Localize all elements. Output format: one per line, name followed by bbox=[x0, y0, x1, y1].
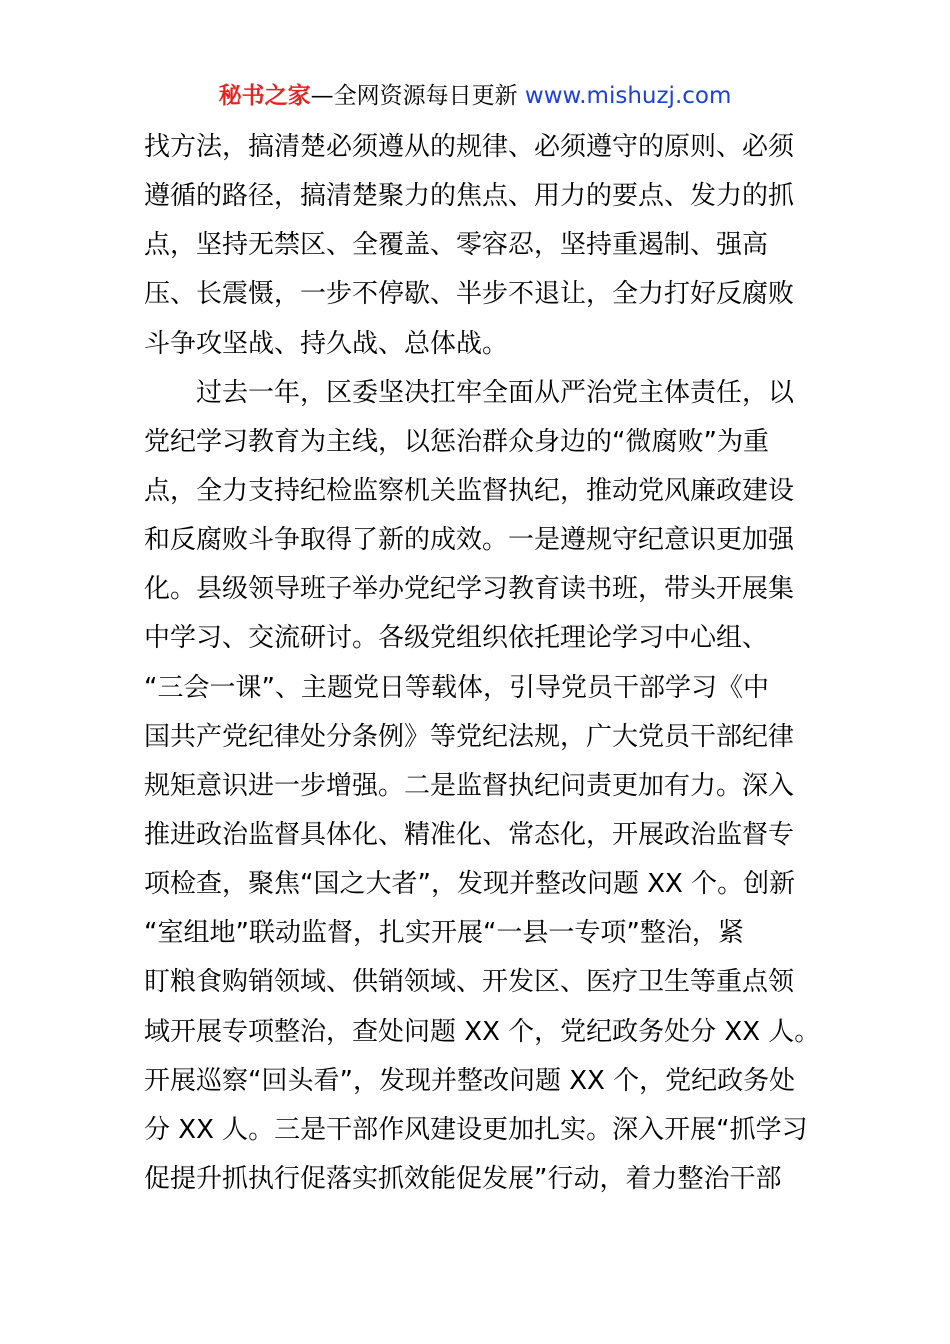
text-line: 压、长震慑，一步不停歇、半步不退让，全力打好反腐败 bbox=[144, 279, 795, 310]
text-line: 规矩意识进一步增强。二是监督执纪问责更加有力。深入 bbox=[144, 770, 795, 801]
document-body bbox=[144, 123, 821, 1204]
text-line: “三会一课”、主题党日等载体，引导党员干部学习《中 bbox=[144, 672, 769, 703]
site-header bbox=[0, 80, 950, 112]
text-line: 斗争攻坚战、持久战、总体战。 bbox=[144, 328, 509, 359]
text-line: 盯粮食购销领域、供销领域、开发区、医疗卫生等重点领 bbox=[144, 967, 795, 998]
site-tagline: —全网资源每日更新 bbox=[310, 83, 525, 109]
text-line: 找方法，搞清楚必须遵从的规律、必须遵守的原则、必须 bbox=[144, 132, 795, 162]
text-line: 分 XX 人。三是干部作风建设更加扎实。深入开展“抓学习 bbox=[144, 1114, 808, 1145]
text-line: 党纪学习教育为主线，以惩治群众身边的“微腐败”为重 bbox=[144, 426, 769, 457]
text-line: 开展巡察“回头看”，发现并整改问题 XX 个，党纪政务处 bbox=[144, 1065, 796, 1096]
text-line: 点，坚持无禁区、全覆盖、零容忍，坚持重遏制、强高 bbox=[144, 230, 769, 261]
text-line: 项检查，聚焦“国之大者”，发现并整改问题 XX 个。创新 bbox=[144, 869, 796, 900]
text-line: “室组地”联动监督，扎实开展“一县一专项”整治，紧 bbox=[144, 918, 744, 949]
text-line: 和反腐败斗争取得了新的成效。一是遵规守纪意识更加强 bbox=[144, 525, 795, 556]
text-line: 推进政治监督具体化、精准化、常态化，开展政治监督专 bbox=[144, 819, 795, 850]
text-line: 化。县级领导班子举办党纪学习教育读书班，带头开展集 bbox=[144, 574, 795, 605]
paragraph-first-line: 过去一年，区委坚决扛牢全面从严治党主体责任，以 bbox=[196, 377, 795, 408]
text-line: 国共产党纪律处分条例》等党纪法规，广大党员干部纪律 bbox=[144, 721, 795, 752]
site-brand: 秘书之家 bbox=[218, 83, 311, 109]
text-line: 点，全力支持纪检监察机关监督执纪，推动党风廉政建设 bbox=[144, 475, 795, 506]
text-line: 促提升抓执行促落实抓效能促发展”行动，着力整治干部 bbox=[144, 1163, 782, 1194]
text-line: 中学习、交流研讨。各级党组织依托理论学习中心组、 bbox=[144, 623, 769, 654]
text-line: 遵循的路径，搞清楚聚力的焦点、用力的要点、发力的抓 bbox=[144, 181, 795, 212]
site-url-link[interactable]: www.mishuzj.com bbox=[524, 83, 732, 109]
text-line: 域开展专项整治，查处问题 XX 个，党纪政务处分 XX 人。 bbox=[144, 1016, 821, 1047]
